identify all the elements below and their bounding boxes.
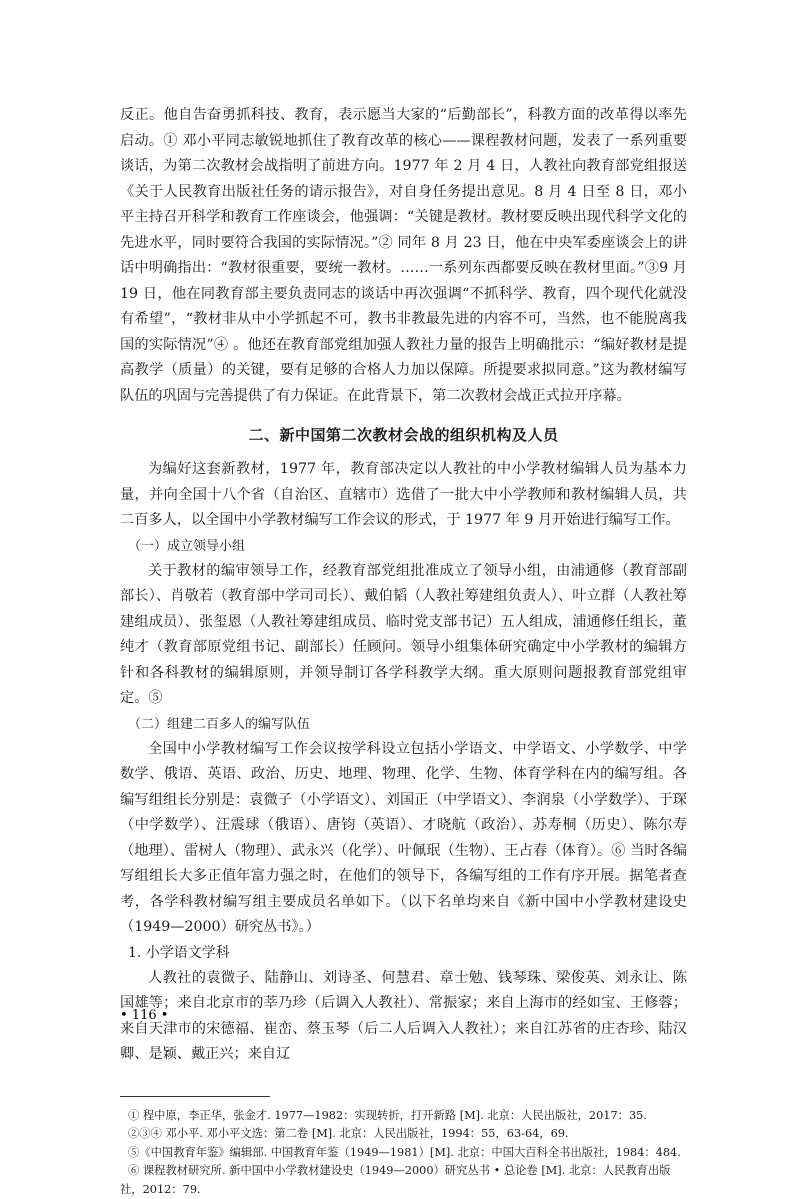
footnote-continuation: 社，2012：79. [120, 1181, 687, 1199]
footnote: ⑥ 课程教材研究所. 新中国中小学教材建设史（1949—2000）研究丛书 • 总论卷 [M]. 北京：人民教育出版 [120, 1162, 687, 1181]
footnote: ②③④ 邓小平. 邓小平文选：第二卷 [M]. 北京：人民出版社，1994：55，63-64，69. [120, 1125, 687, 1144]
subsection-heading: （二）组建二百多人的编写队伍 [120, 712, 687, 737]
section-heading: 二、新中国第二次教材会战的组织机构及人员 [120, 423, 687, 447]
subsection-heading: （一）成立领导小组 [120, 534, 687, 559]
body-paragraph: 反正。他自告奋勇抓科技、教育，表示愿当大家的“后勤部长”，科教方面的改革得以率先启动。① 邓小平同志敏锐地抓住了教育改革的核心——课程教材问题，发表了一系列重要谈话，为第二次教材会战指明了前进方向。1977 年 2 月 4 日，人教社向教育部党组报送《关于人民教育出版社任务的请示报告》，对自身任务提出意见。8 月 4 日至 8 日，邓小平主持召开科学和教育工作座谈会，他强调：“关键是教材。教材要反映出现代科学文化的先进水平，同时要符合我国的实际情况。”② 同年 8 月 23 日，他在中央军委座谈会上的讲话中明确指出：“教材很重要，要统一教材。……一系列东西都要反映在教材里面。”③9 月 19 日，他在同教育部主要负责同志的谈话中再次强调“不抓科学、教育，四个现代化就没有希望”，“教材非从中小学抓起不可，教书非教最先进的内容不可，当然，也不能脱离我国的实际情况”④ 。他还在教育部党组加强人教社力量的报告上明确批示：“编好教材是提高教学（质量）的关键，要有足够的合格人力加以保障。所提要求拟同意。”这为教材编写队伍的巩固与完善提供了有力保证。在此背景下，第二次教材会战正式拉开序幕。 [120, 103, 687, 409]
body-paragraph: 人教社的袁微子、陆静山、刘诗圣、何慧君、章士勉、钱琴珠、梁俊英、刘永让、陈国雄等；来自北京市的莘乃珍（后调入人教社）、常振家；来自上海市的经如宝、王修蓉；来自天津市的宋德福、崔峦、蔡玉琴（后二人后调入人教社）；来自江苏省的庄杏珍、陆汉卿、是颖、戴正兴；来自辽 [120, 966, 687, 1068]
body-paragraph: 关于教材的编审领导工作，经教育部党组批准成立了领导小组，由浦通修（教育部副部长）、肖敬若（教育部中学司司长）、戴伯韬（人教社筹建组负责人）、叶立群（人教社筹建组成员）、张玺恩（人教社筹建组成员、临时党支部书记）五人组成，浦通修任组长，董纯才（教育部原党组书记、副部长）任顾问。领导小组集体研究确定中小学教材的编辑方针和各科教材的编辑原则，并领导制订各学科教学大纲。重大原则问题报教育部党组审定。⑤ [120, 559, 687, 712]
body-paragraph: 为编好这套新教材，1977 年，教育部决定以人教社的中小学教材编辑人员为基本力量，并向全国十八个省（自治区、直辖市）选借了一批大中小学教师和教材编辑人员，共二百多人，以全国中小学教材编写工作会议的形式，于 1977 年 9 月开始进行编写工作。 [120, 457, 687, 534]
footnote: ⑤《中国教育年鉴》编辑部. 中国教育年鉴（1949—1981）[M]. 北京：中国大百科全书出版社，1984：484. [120, 1144, 687, 1163]
footnote: ① 程中原，李正华，张金才. 1977—1982：实现转折，打开新路 [M]. 北京：人民出版社，2017：35. [120, 1107, 687, 1126]
document-page [120, 103, 687, 1199]
page-number: • 116 • [120, 1008, 168, 1023]
subject-heading: 1. 小学语文学科 [120, 941, 687, 966]
footnote-rule [120, 1096, 270, 1097]
body-paragraph: 全国中小学教材编写工作会议按学科设立包括小学语文、中学语文、小学数学、中学数学、俄语、英语、政治、历史、地理、物理、化学、生物、体育学科在内的编写组。各编写组组长分别是：袁微子（小学语文）、刘国正（中学语文）、李润泉（小学数学）、于琛（中学数学）、汪震球（俄语）、唐钧（英语）、才晓航（政治）、苏寿桐（历史）、陈尔寿（地理）、雷树人（物理）、武永兴（化学）、叶佩珉（生物）、王占春（体育）。⑥ 当时各编写组组长大多正值年富力强之时，在他们的领导下，各编写组的工作有序开展。据笔者查考，各学科教材编写组主要成员名单如下。（以下名单均来自《新中国中小学教材建设史（1949—2000）研究丛书》。） [120, 737, 687, 941]
